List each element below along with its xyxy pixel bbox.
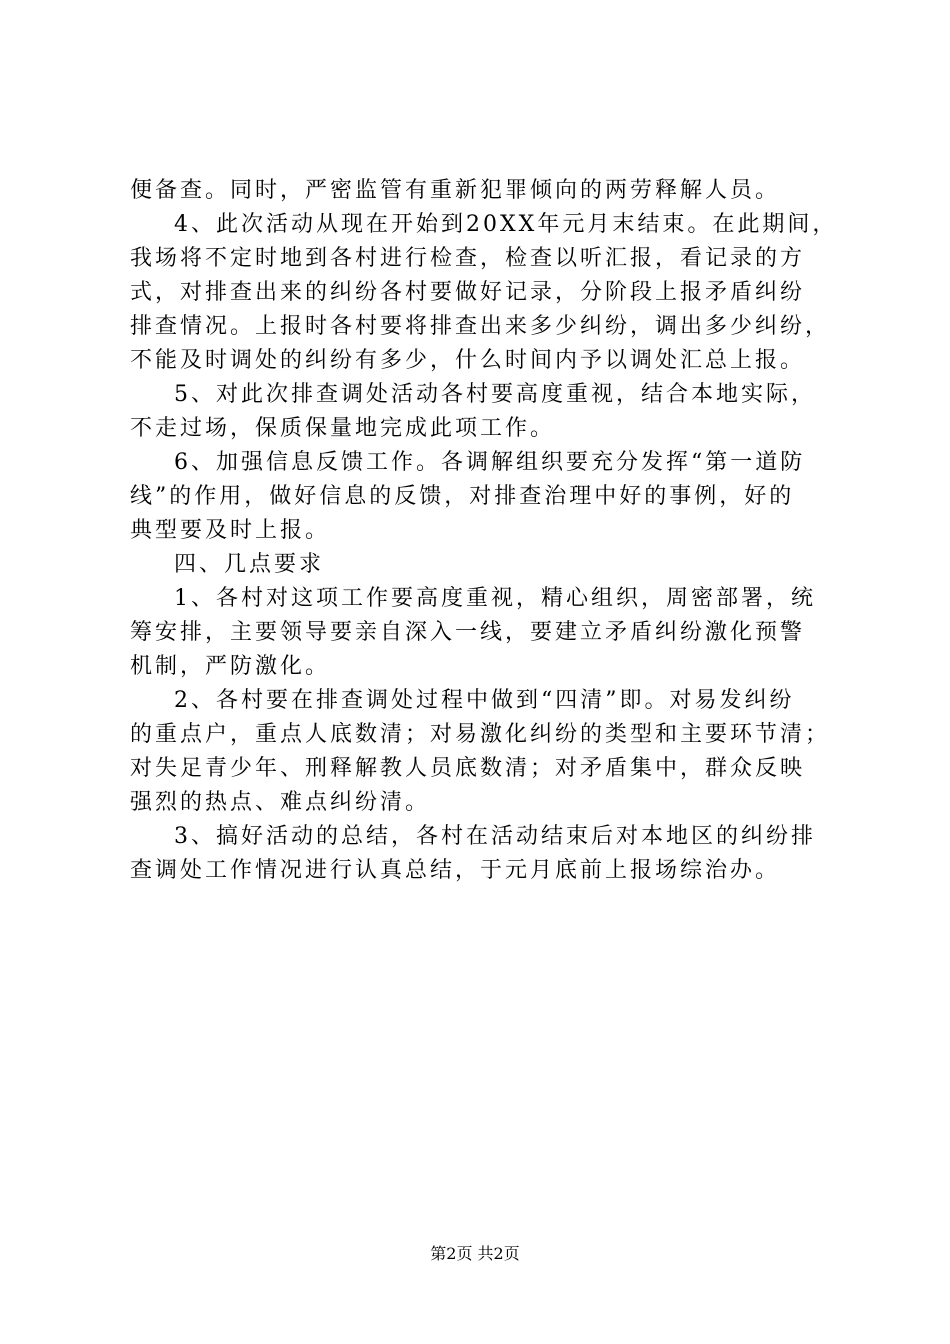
text-line: 3、搞好活动的总结，各村在活动结束后对本地区的纠纷排 xyxy=(174,824,816,849)
text-line: 不走过场，保质保量地完成此项工作。 xyxy=(130,416,556,441)
section-heading: 四、几点要求 xyxy=(174,552,325,577)
text-line: 1、各村对这项工作要高度重视，精心组织，周密部署，统 xyxy=(174,586,816,611)
text-line: 筹安排，主要领导要亲自深入一线，要建立矛盾纠纷激化预警 xyxy=(130,620,806,645)
text-line: 查调处工作情况进行认真总结，于元月底前上报场综治办。 xyxy=(130,858,781,883)
text-line: 不能及时调处的纠纷有多少，什么时间内予以调处汇总上报。 xyxy=(130,348,806,373)
text-line: 排查情况。上报时各村要将排查出来多少纠纷，调出多少纠纷， xyxy=(130,314,831,339)
document-body xyxy=(130,174,838,888)
text-line: 线”的作用，做好信息的反馈，对排查治理中好的事例，好的 xyxy=(130,484,795,509)
text-line: 典型要及时上报。 xyxy=(130,518,331,543)
text-line: 6、加强信息反馈工作。各调解组织要充分发挥“第一道防 xyxy=(174,450,806,475)
text-line: 便备查。同时，严密监管有重新犯罪倾向的两劳释解人员。 xyxy=(130,178,781,203)
text-line: 的重点户，重点人底数清；对易激化纠纷的类型和主要环节清； xyxy=(130,722,831,747)
text-line: 机制，严防激化。 xyxy=(130,654,331,679)
page-number-footer: 第2页 共2页 xyxy=(430,1244,520,1263)
text-line: 5、对此次排查调处活动各村要高度重视，结合本地实际， xyxy=(174,382,816,407)
text-line: 对失足青少年、刑释解教人员底数清；对矛盾集中，群众反映 xyxy=(130,756,806,781)
text-line: 强烈的热点、难点纠纷清。 xyxy=(130,790,431,815)
text-line: 4、此次活动从现在开始到20XX年元月末结束。在此期间， xyxy=(174,212,838,237)
text-line: 我场将不定时地到各村进行检查，检查以听汇报，看记录的方 xyxy=(130,246,806,271)
text-line: 式，对排查出来的纠纷各村要做好记录，分阶段上报矛盾纠纷 xyxy=(130,280,806,305)
text-line: 2、各村要在排查调处过程中做到“四清”即。对易发纠纷 xyxy=(174,688,795,713)
